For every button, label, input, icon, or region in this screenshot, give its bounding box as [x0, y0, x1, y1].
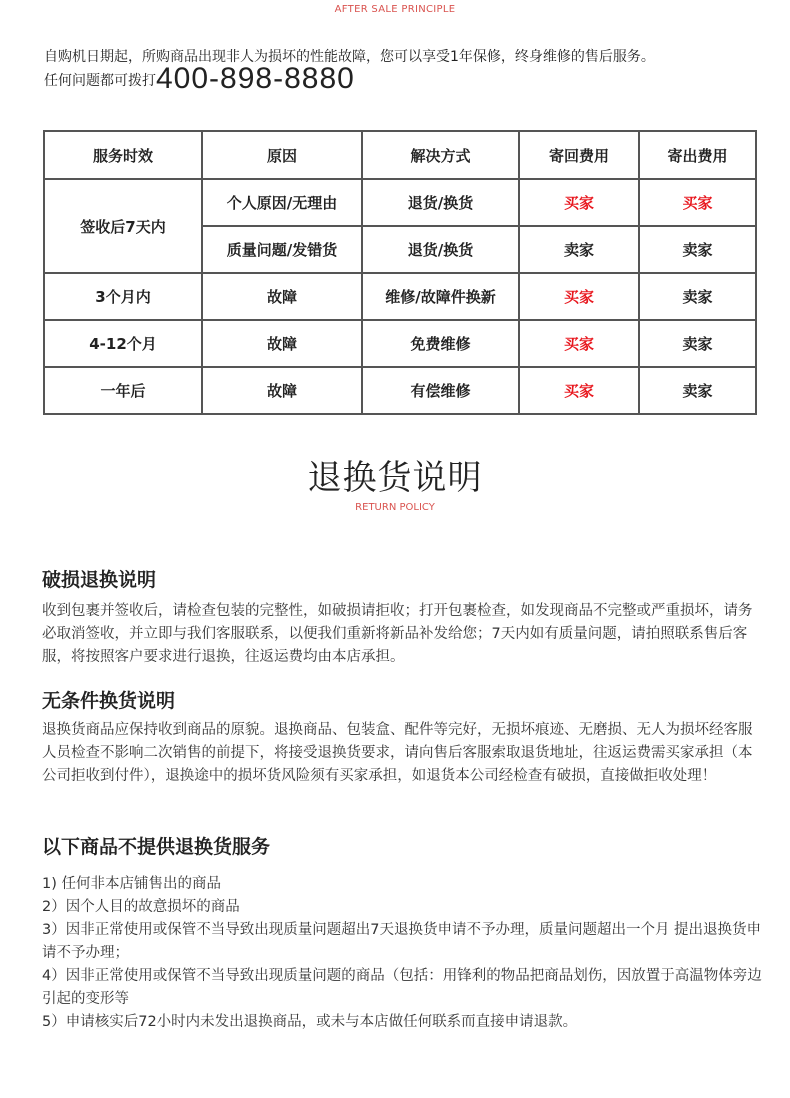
exclusions-title: 以下商品不提供退换货服务 — [42, 836, 271, 858]
cell-return-fee: 买家 — [519, 179, 639, 226]
cell-return-fee: 卖家 — [519, 226, 639, 273]
hotline-number: 400-898-8880 — [156, 62, 355, 95]
exclusions-list — [42, 873, 764, 1034]
cell-send-fee: 卖家 — [639, 367, 756, 414]
cell-reason: 故障 — [202, 367, 362, 414]
cell-reason: 质量问题/发错货 — [202, 226, 362, 273]
intro-text — [44, 46, 764, 95]
list-item: 4）因非正常使用或保管不当导致出现质量问题的商品（包括：用锋利的物品把商品划伤，因放置于高温物体旁边引起的变形等 — [42, 968, 762, 1007]
damage-title: 破损退换说明 — [42, 569, 157, 591]
cell-send-fee: 卖家 — [639, 320, 756, 367]
header-send-fee: 寄出费用 — [639, 131, 756, 179]
cell-reason: 个人原因/无理由 — [202, 179, 362, 226]
list-item: 2）因个人目的故意损坏的商品 — [42, 899, 240, 915]
list-item: 1) 任何非本店铺售出的商品 — [42, 876, 221, 892]
cell-return-fee: 买家 — [519, 367, 639, 414]
table-row — [44, 273, 756, 320]
cell-solution: 维修/故障件换新 — [362, 273, 519, 320]
cell-solution: 有偿维修 — [362, 367, 519, 414]
unconditional-title: 无条件换货说明 — [42, 690, 176, 712]
cell-return-fee: 买家 — [519, 273, 639, 320]
cell-send-fee: 卖家 — [639, 273, 756, 320]
after-sale-subtitle: AFTER SALE PRINCIPLE — [334, 4, 456, 15]
unconditional-text: 退换货商品应保持收到商品的原貌。退换商品、包装盒、配件等完好，无损坏痕迹、无磨损、无人为损坏经客服人员检查不影响二次销售的前提下，将接受退换货要求，请向售后客服索取退货地址，往返运费需买家承担（本公司拒收到付件），退换途中的损坏货风险须有买家承担，如退货本公司经检查有破损，直接做拒收处理！ — [42, 722, 753, 784]
list-item: 5）申请核实后72小时内未发出退换商品，或未与本店做任何联系而直接申请退款。 — [42, 1014, 578, 1030]
cell-solution: 免费维修 — [362, 320, 519, 367]
cell-reason: 故障 — [202, 320, 362, 367]
intro-line-1: 自购机日期起，所购商品出现非人为损坏的性能故障，您可以享受1年保修，终身维修的售后服务。 — [44, 49, 655, 65]
header-reason: 原因 — [202, 131, 362, 179]
cell-period: 一年后 — [44, 367, 202, 414]
cell-period: 3个月内 — [44, 273, 202, 320]
damage-text: 收到包裹并签收后，请检查包装的完整性，如破损请拒收；打开包裹检查，如发现商品不完整或严重损坏，请务必取消签收，并立即与我们客服联系，以便我们重新将新品补发给您；7天内如有质量问题，请拍照联系售后客服，将按照客户要求进行退换，往返运费均由本店承担。 — [42, 603, 753, 665]
table-header-row — [44, 131, 756, 179]
cell-period: 签收后7天内 — [44, 179, 202, 273]
table-row — [44, 320, 756, 367]
cell-send-fee: 卖家 — [639, 226, 756, 273]
return-policy-title: 退换货说明 — [307, 458, 483, 498]
intro-line-2 — [44, 62, 764, 95]
table-row — [44, 179, 756, 226]
after-sale-table — [43, 130, 757, 415]
list-item: 3）因非正常使用或保管不当导致出现质量问题超出7天退换货申请不予办理，质量问题超出一个月 提出退换货申请不予办理； — [42, 922, 762, 961]
return-policy-subtitle: RETURN POLICY — [355, 502, 435, 513]
cell-send-fee: 买家 — [639, 179, 756, 226]
intro-line-2-prefix: 任何问题都可拨打 — [44, 73, 156, 89]
cell-reason: 故障 — [202, 273, 362, 320]
exclusions-section — [42, 832, 764, 1034]
cell-period: 4-12个月 — [44, 320, 202, 367]
cell-solution: 退货/换货 — [362, 179, 519, 226]
header-solution: 解决方式 — [362, 131, 519, 179]
header-return-fee: 寄回费用 — [519, 131, 639, 179]
table-row — [44, 367, 756, 414]
unconditional-section — [42, 686, 764, 788]
cell-solution: 退货/换货 — [362, 226, 519, 273]
damage-section — [42, 565, 764, 669]
header-period: 服务时效 — [44, 131, 202, 179]
cell-return-fee: 买家 — [519, 320, 639, 367]
